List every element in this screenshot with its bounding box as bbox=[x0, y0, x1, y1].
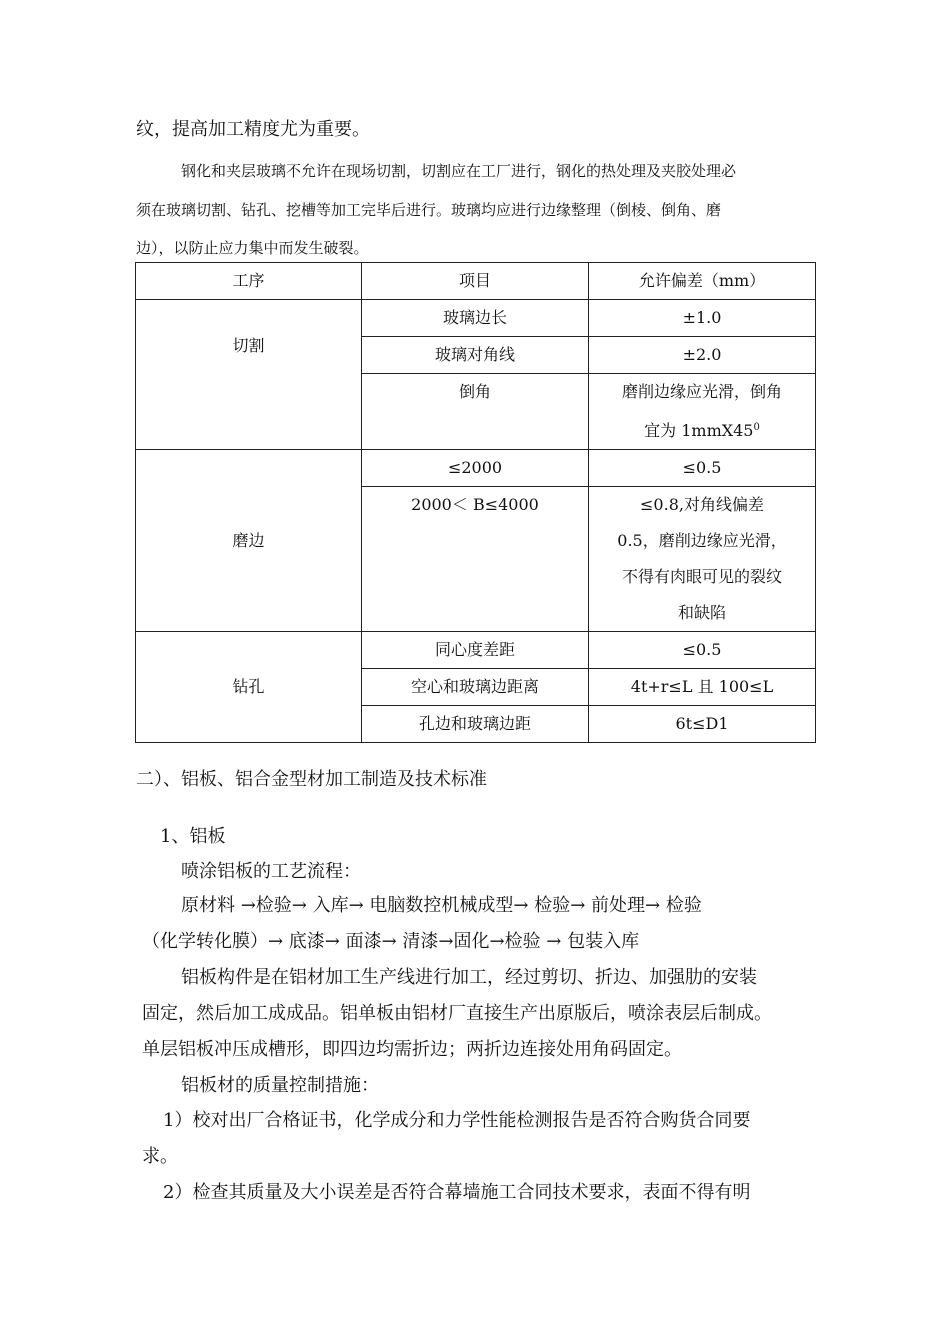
item-cell: 玻璃对角线 bbox=[362, 337, 589, 374]
tolerance-line: 不得有肉眼可见的裂纹 bbox=[621, 567, 782, 586]
degree-superscript: 0 bbox=[753, 422, 760, 433]
qc-item: 1）校对出厂合格证书，化学成分和力学性能检测报告是否符合购货合同要 bbox=[163, 1110, 751, 1131]
tolerance-text: 宜为 1mmX45 bbox=[644, 421, 754, 440]
tolerance-cell: ≤0.5 bbox=[589, 450, 816, 487]
flow-line: 原材料 →检验→ 入库→ 电脑数控机械成型→ 检验→ 前处理→ 检验 bbox=[181, 895, 702, 916]
section-heading: 二）、铝板、铝合金型材加工制造及技术标准 bbox=[136, 769, 487, 790]
subsection-heading: 1、铝板 bbox=[160, 826, 226, 847]
tolerance-cell bbox=[589, 374, 816, 450]
body-line: 单层铝板冲压成槽形，即四边均需折边；两折边连接处用角码固定。 bbox=[142, 1039, 682, 1060]
intro-paragraph-line: 钢化和夹层玻璃不允许在现场切割，切割应在工厂进行，钢化的热处理及夹胶处理必 bbox=[181, 162, 737, 180]
tolerance-line: ≤0.8,对角线偏差 bbox=[640, 495, 764, 514]
tolerance-cell: 4t+r≤L 且 100≤L bbox=[589, 669, 816, 706]
body-line: 固定，然后加工成成品。铝单板由铝材厂直接生产出原版后，喷涂表层后制成。 bbox=[142, 1003, 772, 1024]
tolerance-cell: ±2.0 bbox=[589, 337, 816, 374]
tolerance-cell: 6t≤D1 bbox=[589, 706, 816, 743]
item-cell: 同心度差距 bbox=[362, 632, 589, 669]
table-row bbox=[136, 632, 816, 669]
intro-line: 纹，提高加工精度尤为重要。 bbox=[136, 119, 370, 140]
table-row bbox=[136, 300, 816, 337]
tolerance-cell: ±1.0 bbox=[589, 300, 816, 337]
item-cell: 空心和玻璃边距离 bbox=[362, 669, 589, 706]
tolerance-line: 和缺陷 bbox=[677, 603, 726, 622]
tolerance-line: 0.5，磨削边缘应光滑， bbox=[617, 531, 787, 550]
item-cell: 倒角 bbox=[362, 374, 589, 450]
flow-title: 喷涂铝板的工艺流程： bbox=[181, 861, 361, 882]
intro-paragraph-line: 边），以防止应力集中而发生破裂。 bbox=[136, 239, 369, 257]
tolerance-table bbox=[135, 262, 816, 743]
body-line: 铝板构件是在铝材加工生产线进行加工，经过剪切、折边、加强肋的安装 bbox=[181, 967, 757, 988]
qc-item: 2）检查其质量及大小误差是否符合幕墙施工合同技术要求，表面不得有明 bbox=[163, 1182, 751, 1203]
table-header-row bbox=[136, 263, 816, 300]
item-cell: 2000＜ B≤4000 bbox=[362, 487, 589, 632]
process-cell: 切割 bbox=[136, 300, 362, 450]
item-cell: ≤2000 bbox=[362, 450, 589, 487]
tolerance-cell: ≤0.5 bbox=[589, 632, 816, 669]
item-cell: 玻璃边长 bbox=[362, 300, 589, 337]
header-cell: 项目 bbox=[362, 263, 589, 300]
intro-paragraph-line: 须在玻璃切割、钻孔、挖槽等加工完毕后进行。玻璃均应进行边缘整理（倒棱、倒角、磨 bbox=[136, 201, 722, 219]
tolerance-cell bbox=[589, 487, 816, 632]
qc-item: 求。 bbox=[142, 1146, 178, 1167]
qc-title: 铝板材的质量控制措施： bbox=[181, 1075, 379, 1096]
process-cell: 钻孔 bbox=[136, 632, 362, 743]
tolerance-line bbox=[589, 410, 815, 449]
tolerance-line: 磨削边缘应光滑，倒角 bbox=[621, 382, 782, 401]
table-row bbox=[136, 450, 816, 487]
process-cell: 磨边 bbox=[136, 450, 362, 632]
item-cell: 孔边和玻璃边距 bbox=[362, 706, 589, 743]
flow-line: （化学转化膜）→ 底漆→ 面漆→ 清漆→固化→检验 → 包装入库 bbox=[142, 931, 640, 952]
header-cell: 工序 bbox=[136, 263, 362, 300]
header-cell: 允许偏差（mm） bbox=[589, 263, 816, 300]
